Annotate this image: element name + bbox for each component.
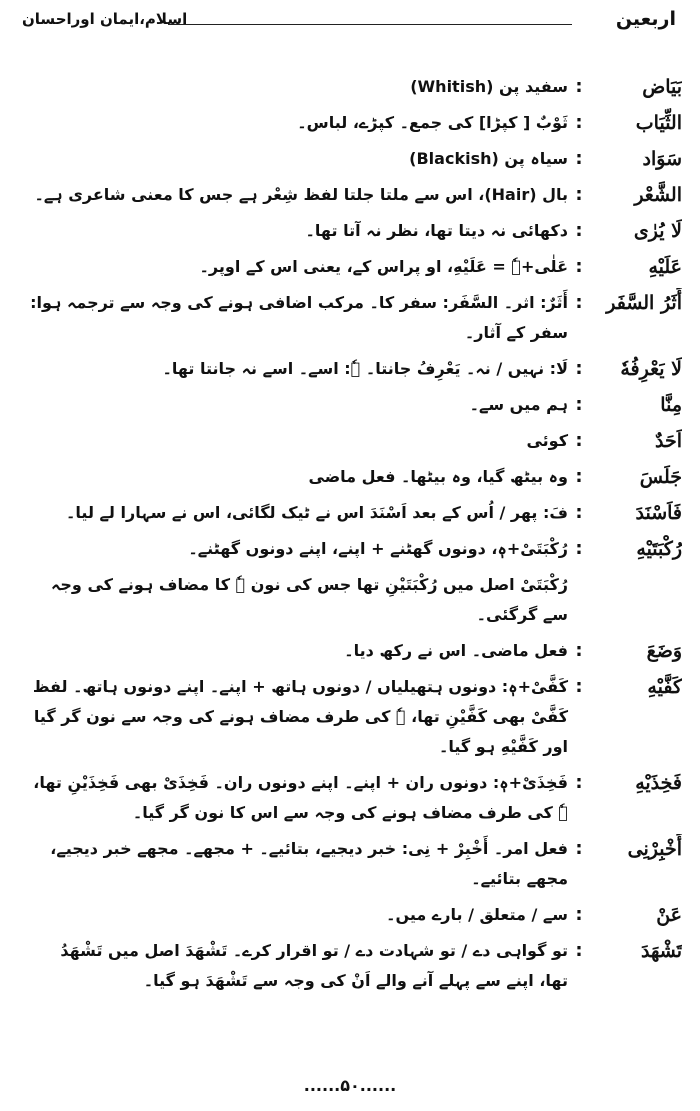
entry-term: کَفَّیْهِ	[647, 676, 682, 698]
entry-definition: کَفَّیْ+ہٖ: دونوں ہتھیلیاں / دونوں ہاتھ + اپنے۔ اپنے دونوں ہاتھ۔ لفظ کَفَّیْ بھی کَفَّیْنِ تھا، ہٗ کی طرف مضاف ہونے کی وجہ سے نون گر گیا اور کَفَّیْهِ ہو گیا۔	[32, 677, 568, 756]
entry-colon: :	[575, 502, 583, 523]
entry-term: سَوَاد	[642, 148, 682, 170]
entry-definition: تو گواہی دے / تو شہادت دے / تو اقرار کرے۔ تَشْهَدَ اصل میں تَشْهَدُ تھا، اپنے سے پہلے آنے والے اَنْ کی وجہ سے تَشْهَدَ ہو گیا۔	[60, 941, 568, 990]
entry-term: لَا یَعْرِفُهٗ	[620, 358, 682, 380]
entry-term: عَنْ	[656, 904, 682, 926]
entry-colon: :	[575, 358, 583, 379]
entry-term: الثِّیَاب	[635, 112, 682, 134]
entry-term: رُکْبَتَیْهِ	[636, 538, 682, 560]
glossary-note	[28, 570, 568, 630]
glossary-entry	[28, 498, 682, 528]
entry-colon: :	[575, 256, 583, 277]
header-rule	[168, 24, 572, 25]
entry-definition: أَثَرٌ: اثر۔ السَّفَر: سفر کا۔ مرکب اضافی ہونے کی وجہ سے ترجمہ ہوا: سفر کے آثار۔	[30, 293, 568, 342]
entry-definition: عَلٰی+ہٗ = عَلَیْهِ، او پراس کے، یعنی اس کے اوپر۔	[199, 257, 568, 276]
glossary-entry	[28, 72, 682, 102]
entry-term: فَاَسْنَدَ	[635, 502, 682, 524]
entry-term: الشَّعْر	[634, 184, 682, 206]
glossary-list	[28, 72, 682, 1002]
entry-definition: فعل ماضی۔ اس نے رکھ دیا۔	[344, 641, 568, 660]
entry-definition: لَا: نہیں / نہ۔ یَعْرِفُ جانتا۔ ہٗ: اسے۔ اسے نہ جانتا تھا۔	[162, 359, 568, 378]
entry-definition: رُکْبَتَیْ اصل میں رُکْبَتَیْنِ تھا جس کی نون ہٗ کا مضاف ہونے کی وجہ سے گرگئی۔	[51, 575, 568, 624]
glossary-entry	[28, 900, 682, 930]
entry-definition: کوئی	[526, 431, 568, 450]
entry-definition: بال (Hair)، اس سے ملتا جلتا لفظ شِعْر ہے جس کا معنی شاعری ہے۔	[34, 185, 568, 204]
entry-term: مِنَّا	[660, 394, 682, 416]
entry-colon: :	[575, 394, 583, 415]
entry-definition: فَ: پھر / اُس کے بعد اَسْنَدَ اس نے ٹیک لگائی، اس نے سہارا لے لیا۔	[66, 503, 568, 522]
entry-term: تَشْهَدَ	[641, 940, 682, 962]
entry-definition: فَخِذَیْ+ہٖ: دونوں ران + اپنے۔ اپنے دونوں ران۔ فَخِذَیْ بھی فَخِذَیْنِ تھا، ہٗ کی طرف مضاف ہونے کی وجہ سے اس کا نون گر گیا۔	[33, 773, 568, 822]
entry-definition: سیاہ پن (Blackish)	[409, 149, 568, 168]
entry-colon: :	[575, 112, 583, 133]
glossary-entry	[28, 936, 682, 996]
entry-colon: :	[575, 184, 583, 205]
entry-term: فَخِذَیْهِ	[635, 772, 682, 794]
entry-term: عَلَیْهِ	[648, 256, 682, 278]
glossary-entry	[28, 288, 682, 348]
entry-term: أَخْبِرْنِی	[627, 838, 682, 860]
glossary-entry	[28, 354, 682, 384]
entry-colon: :	[575, 538, 583, 559]
entry-colon: :	[575, 838, 583, 859]
chapter-title: اسلام،ایمان اوراحسان	[22, 10, 188, 28]
glossary-entry	[28, 834, 682, 894]
entry-definition: رُکْبَتَیْ+ہٖ، دونوں گھٹنے + اپنے، اپنے دونوں گھٹنے۔	[188, 539, 568, 558]
entry-colon: :	[575, 676, 583, 697]
entry-colon: :	[575, 640, 583, 661]
entry-definition: ہم میں سے۔	[469, 395, 568, 414]
glossary-entry	[28, 180, 682, 210]
entry-colon: :	[575, 772, 583, 793]
entry-colon: :	[575, 466, 583, 487]
entry-colon: :	[575, 292, 583, 313]
entry-colon: :	[575, 430, 583, 451]
glossary-entry	[28, 672, 682, 762]
entry-definition: دکھائی نہ دیتا تھا، نظر نہ آتا تھا۔	[305, 221, 568, 240]
entry-term: اَحَدٌ	[655, 430, 682, 452]
entry-definition: سے / متعلق / بارے میں۔	[386, 905, 568, 924]
glossary-entry	[28, 426, 682, 456]
entry-colon: :	[575, 220, 583, 241]
glossary-entry	[28, 144, 682, 174]
book-title: اربعین	[615, 8, 676, 30]
entry-definition: وہ بیٹھ گیا، وہ بیٹھا۔ فعل ماضی	[308, 467, 568, 486]
entry-term: لَا یُرٰی	[633, 220, 682, 242]
entry-colon: :	[575, 940, 583, 961]
entry-definition: سفید پن (Whitish)	[410, 77, 568, 96]
glossary-entry	[28, 390, 682, 420]
glossary-entry	[28, 768, 682, 828]
glossary-entry	[28, 462, 682, 492]
glossary-entry	[28, 636, 682, 666]
entry-colon: :	[575, 904, 583, 925]
entry-term: أَثَرُ السَّفَر	[606, 292, 682, 314]
entry-colon: :	[575, 148, 583, 169]
page-number: ......۵۰......	[303, 1076, 397, 1095]
glossary-entry	[28, 216, 682, 246]
entry-colon: :	[575, 76, 583, 97]
entry-term: بَیَاض	[642, 76, 682, 98]
glossary-entry	[28, 252, 682, 282]
page-header	[18, 8, 682, 42]
entry-term: وَضَعَ	[646, 640, 682, 662]
glossary-entry	[28, 108, 682, 138]
glossary-entry	[28, 534, 682, 564]
entry-term: جَلَسَ	[639, 466, 682, 488]
entry-definition: فعل امر۔ أَخْبِرْ + نِی: خبر دیجیے، بتائیے۔ + مجھے۔ مجھے خبر دیجیے، مجھے بتائیے۔	[50, 839, 568, 888]
entry-definition: ثَوْبٌ [ کپڑا] کی جمع۔ کپڑے، لباس۔	[297, 113, 568, 132]
